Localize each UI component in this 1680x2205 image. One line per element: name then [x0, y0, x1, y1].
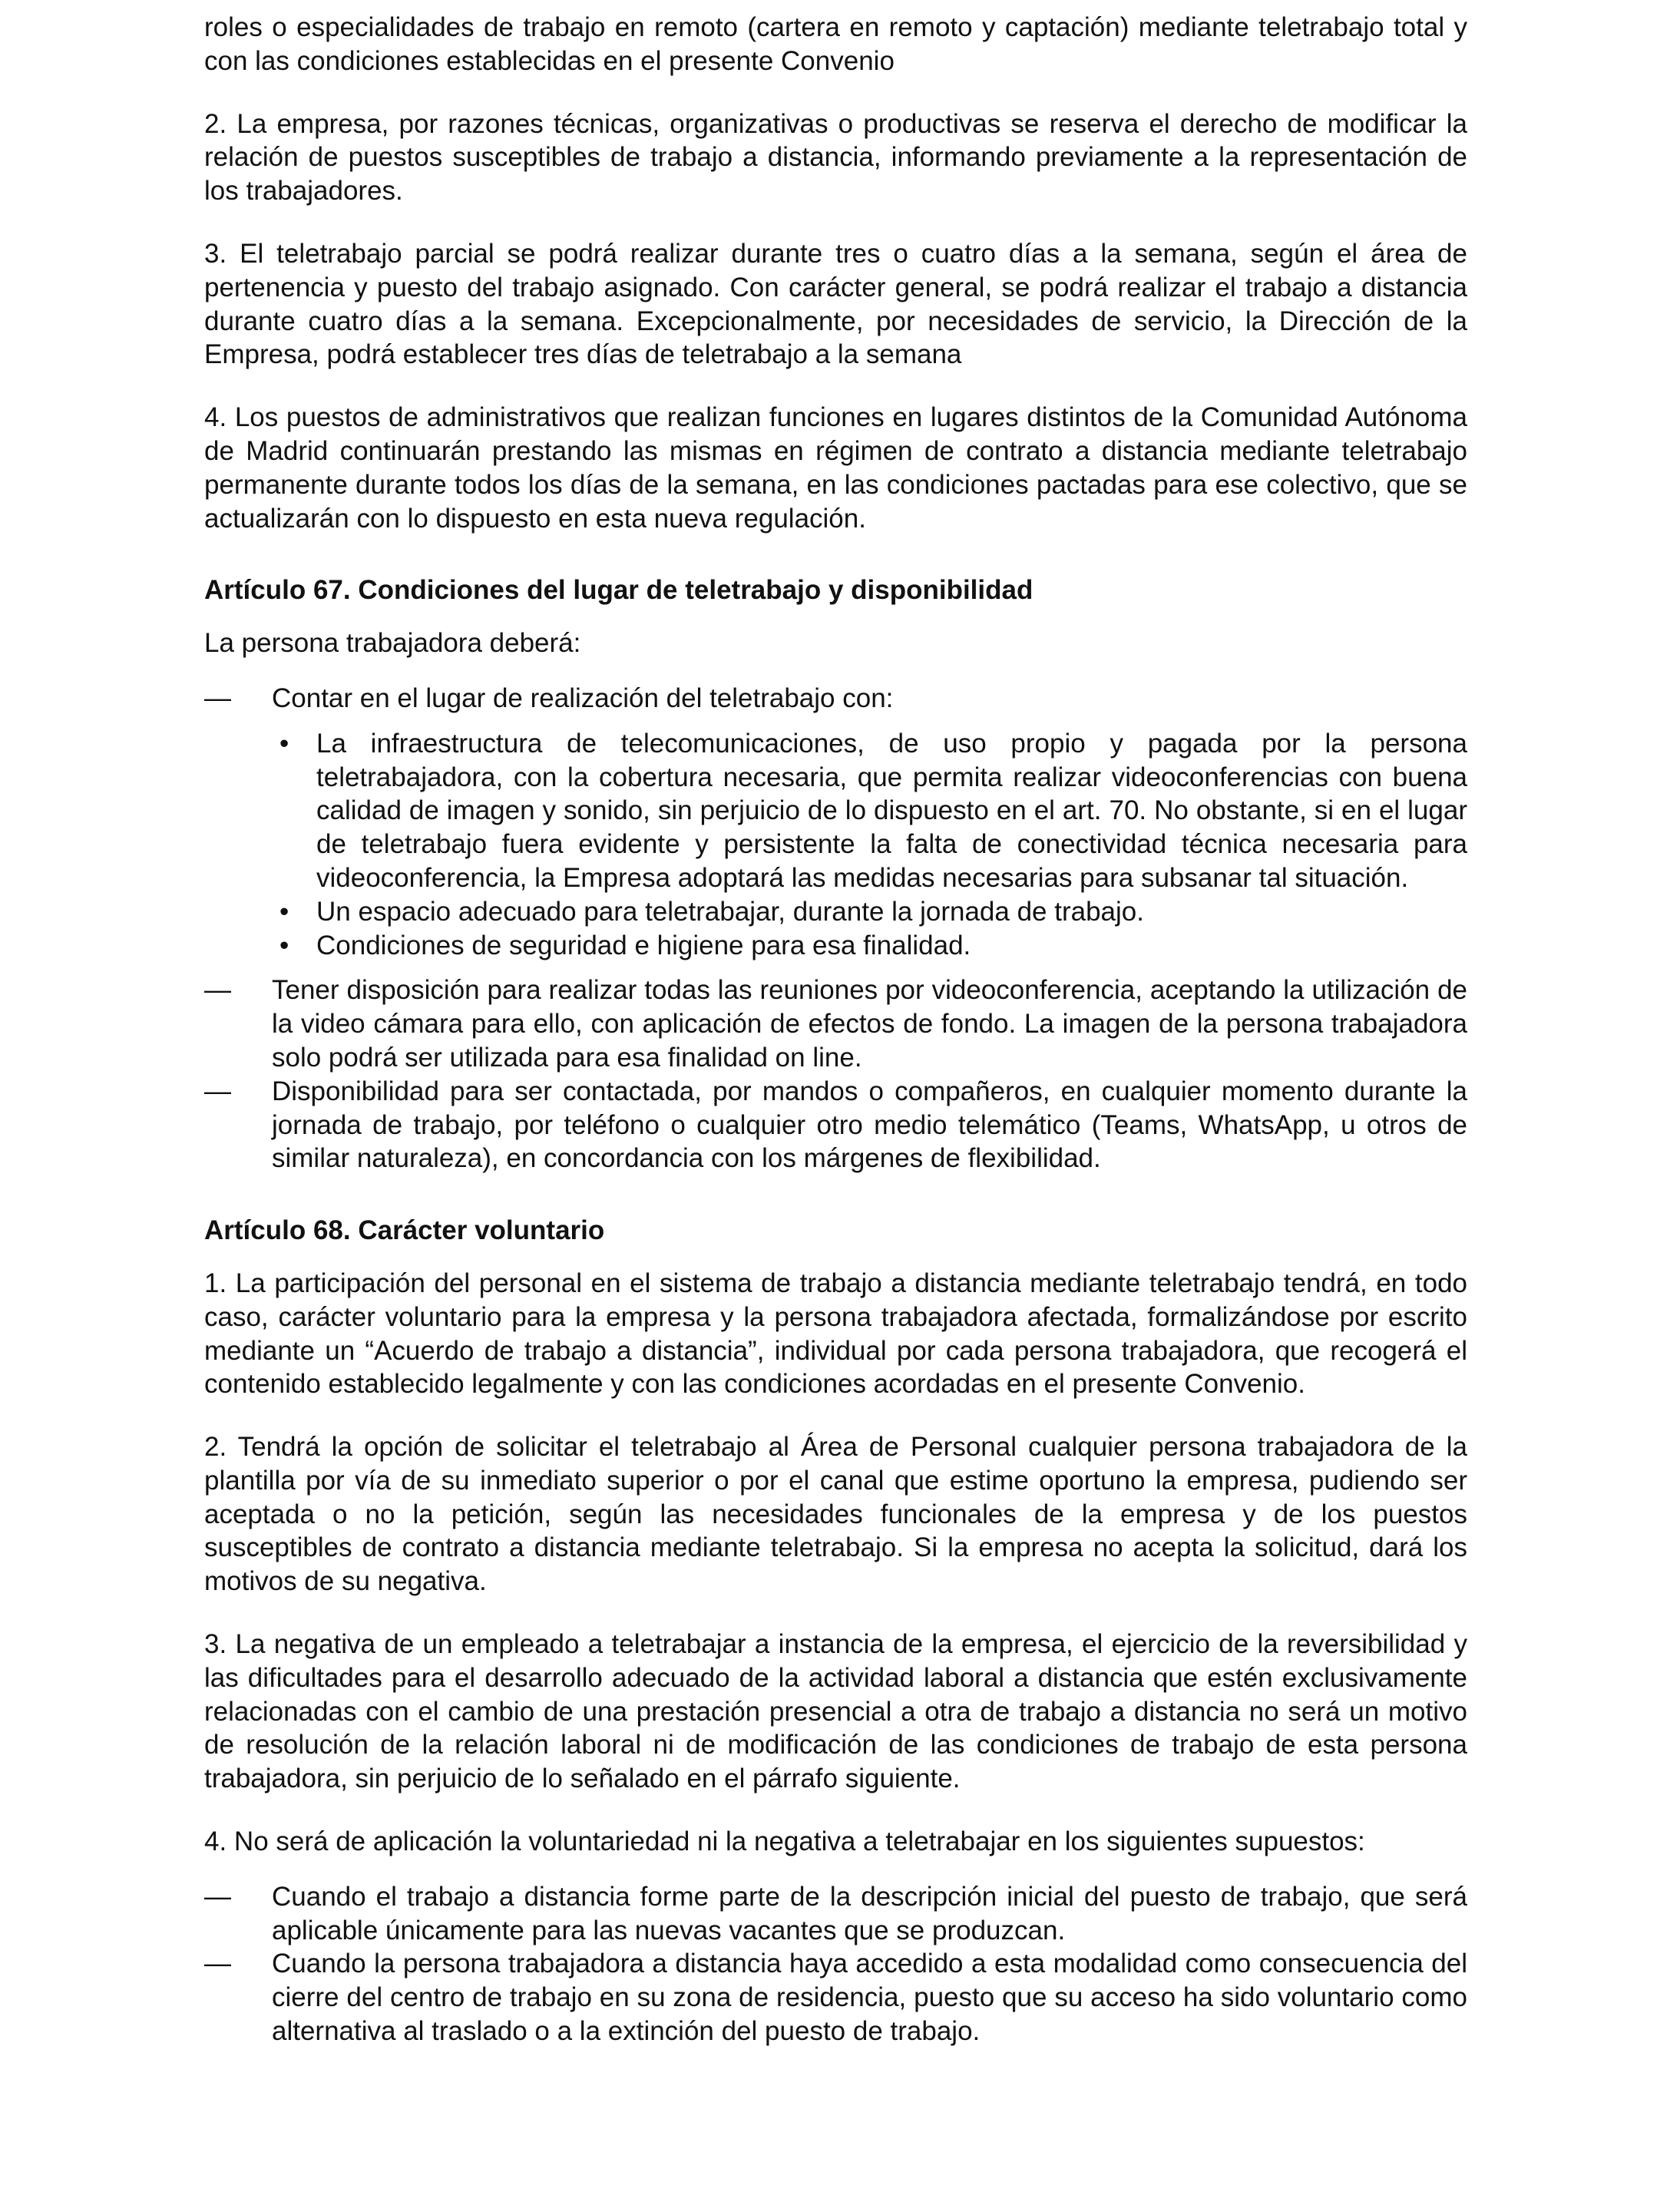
bullet-item [204, 727, 1467, 895]
bullet-icon: • [279, 930, 289, 960]
paragraph: 1. La participación del personal en el sistema de trabajo a distancia mediante teletrabajo tendrá, en todo caso, carácter voluntario para la empresa y la persona trabajadora afectada, formalizándose por escrito mediante un “Acuerdo de trabajo a distancia”, individual por cada persona trabajadora, que recogerá el contenido establecido legalmente y con las condiciones acordadas en el presente Convenio. [204, 1268, 1467, 1400]
article-67-heading: Artículo 67. Condiciones del lugar de teletrabajo y disponibilidad [204, 575, 1033, 606]
bullet-text: Condiciones de seguridad e higiene para esa finalidad. [316, 930, 971, 960]
document-page [204, 11, 1467, 2048]
em-dash-marker: — [204, 975, 231, 1006]
bullet-icon: • [279, 728, 289, 759]
bullet-item [204, 895, 1467, 929]
paragraph: 2. La empresa, por razones técnicas, organizativas o productivas se reserva el derecho de modificar la relación de puestos susceptibles de trabajo a distancia, informando previamente a la representación de los trabajadores. [204, 108, 1467, 207]
bullet-text: Un espacio adecuado para teletrabajar, durante la jornada de trabajo. [316, 896, 1144, 927]
dash-list-item [204, 1947, 1467, 2048]
item-text: Disponibilidad para ser contactada, por mandos o compañeros, en cualquier momento durante la jornada de trabajo, por teléfono o cualquier otro medio telemático (Teams, WhatsApp, u otros de similar naturaleza), en concordancia con los márgenes de flexibilidad. [272, 1076, 1467, 1174]
paragraph: 3. La negativa de un empleado a teletrabajar a instancia de la empresa, el ejercicio de la reversibilidad y las dificultades para el desarrollo adecuado de la actividad laboral a distancia que estén exclusivamente relacionadas con el cambio de una prestación presencial a otra de trabajo a distancia no será un motivo de resolución de la relación laboral ni de modificación de las condiciones de trabajo de esta persona trabajadora, sin perjuicio de lo señalado en el párrafo siguiente. [204, 1629, 1467, 1794]
item-text: Tener disposición para realizar todas las reuniones por videoconferencia, aceptando la utilización de la video cámara para ello, con aplicación de efectos de fondo. La imagen de la persona trabajadora solo podrá ser utilizada para esa finalidad on line. [272, 975, 1467, 1073]
paragraph: 3. El teletrabajo parcial se podrá realizar durante tres o cuatro días a la semana, según el área de pertenencia y puesto del trabajo asignado. Con carácter general, se podrá realizar el trabajo a distancia durante cuatro días a la semana. Excepcionalmente, por necesidades de servicio, la Dirección de la Empresa, podrá establecer tres días de teletrabajo a la semana [204, 238, 1467, 370]
item-text: Cuando el trabajo a distancia forme parte de la descripción inicial del puesto de trabajo, que será aplicable únicamente para las nuevas vacantes que se produzcan. [272, 1881, 1467, 1945]
paragraph: 2. Tendrá la opción de solicitar el teletrabajo al Área de Personal cualquier persona trabajadora de la plantilla por vía de su inmediato superior o por el canal que estime oportuno la empresa, pudiendo ser aceptada o no la petición, según las necesidades funcionales de la empresa y de los puestos susceptibles de contrato a distancia mediante teletrabajo. Si la empresa no acepta la solicitud, dará los motivos de su negativa. [204, 1432, 1467, 1597]
article-67-intro: La persona trabajadora deberá: [204, 628, 581, 659]
bullet-item [204, 929, 1467, 963]
em-dash-marker: — [204, 1881, 231, 1912]
dash-list-item [204, 1075, 1467, 1175]
dash-list-item [204, 1880, 1467, 1948]
item-text: Contar en el lugar de realización del teletrabajo con: [272, 683, 894, 713]
article-68-heading: Artículo 68. Carácter voluntario [204, 1215, 605, 1246]
dash-list-item [204, 682, 1467, 716]
em-dash-marker: — [204, 1949, 231, 1979]
bullet-text: La infraestructura de telecomunicaciones, de uso propio y pagada por la persona teletrabajadora, con la cobertura necesaria, que permita realizar videoconferencias con buena calidad de imagen y sonido, sin perjuicio de lo dispuesto en el art. 70. No obstante, si en el lugar de teletrabajo fuera evidente y persistente la falta de conectividad técnica necesaria para videoconferencia, la Empresa adoptará las medidas necesarias para subsanar tal situación. [316, 728, 1467, 893]
paragraph: 4. No será de aplicación la voluntariedad ni la negativa a teletrabajar en los siguientes supuestos: [204, 1826, 1365, 1857]
bullet-list [204, 727, 1467, 963]
paragraph: roles o especialidades de trabajo en remoto (cartera en remoto y captación) mediante teletrabajo total y con las condiciones establecidas en el presente Convenio [204, 12, 1467, 76]
dash-list-item [204, 974, 1467, 1074]
item-text: Cuando la persona trabajadora a distancia haya accedido a esta modalidad como consecuencia del cierre del centro de trabajo en su zona de residencia, puesto que su acceso ha sido voluntario como alternativa al traslado o a la extinción del puesto de trabajo. [272, 1949, 1467, 2047]
paragraph: 4. Los puestos de administrativos que realizan funciones en lugares distintos de la Comunidad Autónoma de Madrid continuarán prestando las mismas en régimen de contrato a distancia mediante teletrabajo permanente durante todos los días de la semana, en las condiciones pactadas para ese colectivo, que se actualizarán con lo dispuesto en esta nueva regulación. [204, 402, 1467, 534]
bullet-icon: • [279, 896, 289, 927]
em-dash-marker: — [204, 1076, 231, 1106]
em-dash-marker: — [204, 683, 231, 713]
